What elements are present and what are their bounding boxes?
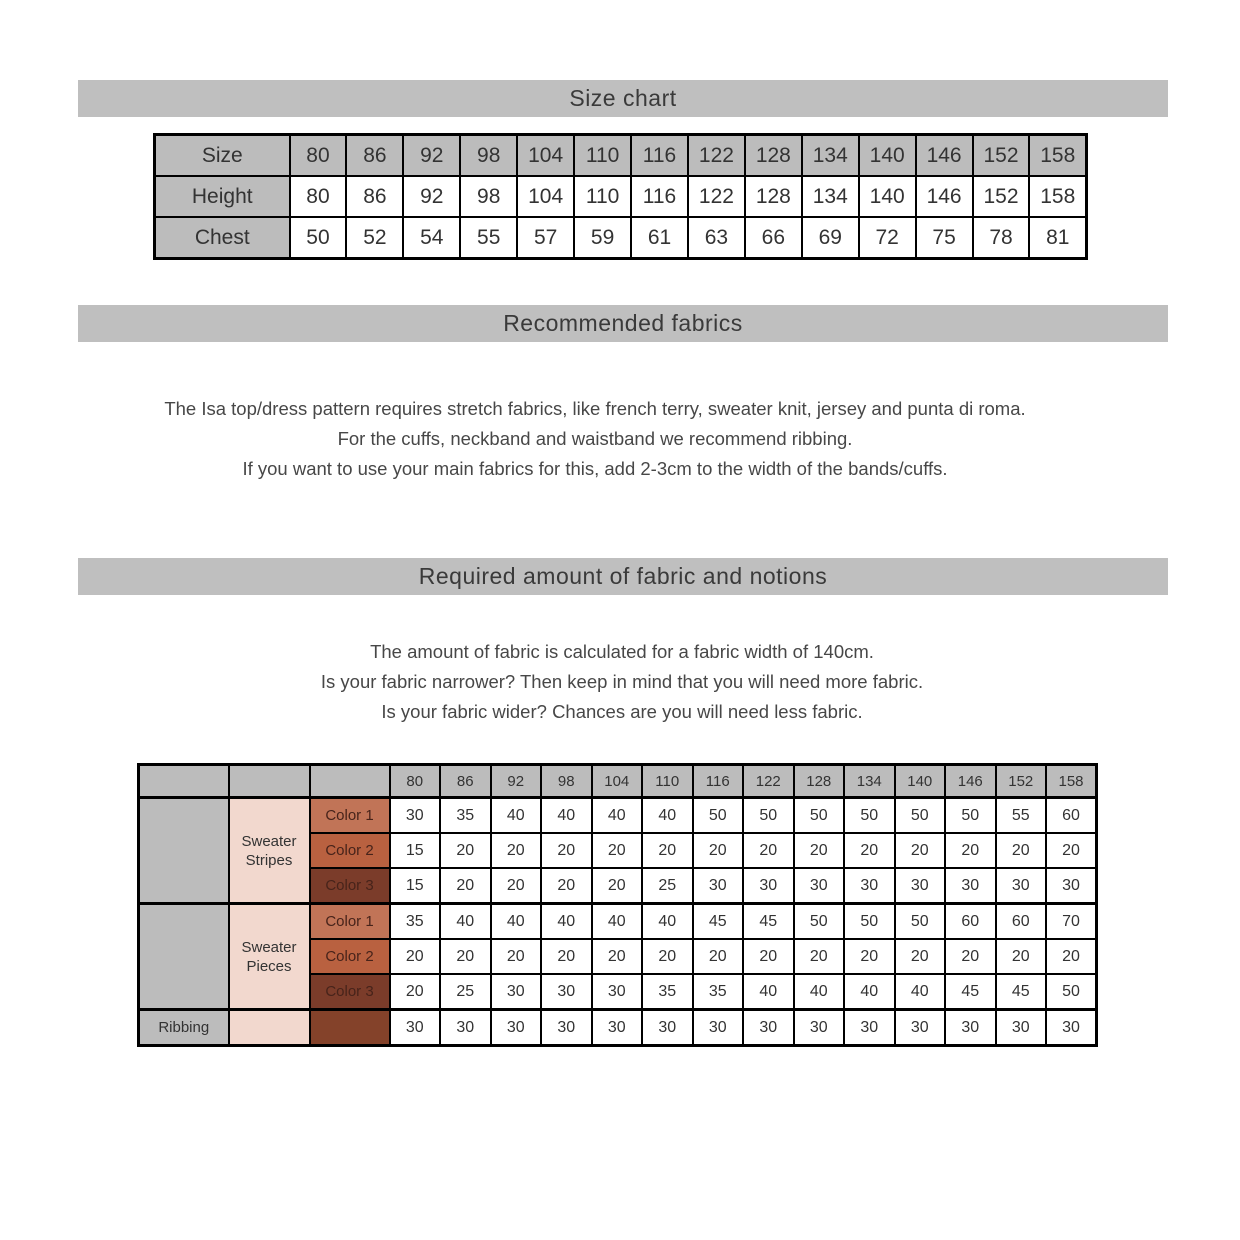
fabric-amount-cell: 40 (642, 904, 693, 940)
size-chart-value-cell: 66 (745, 217, 802, 259)
color-swatch-cell: Color 3 (310, 868, 390, 904)
section-header-required-fabric (78, 558, 1168, 595)
fabric-amount-cell: 40 (541, 904, 592, 940)
fabric-amount-cell: 30 (945, 1010, 996, 1046)
ribbing-group-cell (229, 1010, 310, 1046)
fabric-amount-cell: 30 (592, 1010, 643, 1046)
size-chart-value-cell: 104 (517, 176, 574, 217)
fabric-amount-cell: 30 (844, 868, 895, 904)
fabric-amount-cell: 50 (945, 798, 996, 834)
fabric-amount-cell: 20 (541, 939, 592, 974)
fabric-amount-cell: 20 (642, 939, 693, 974)
fabric-amount-cell: 30 (794, 868, 845, 904)
size-chart-header-row (155, 135, 1087, 177)
required-table-size-cell: 92 (491, 765, 542, 798)
size-chart-size-cell: 86 (346, 135, 403, 177)
fabric-amount-cell: 30 (642, 1010, 693, 1046)
size-chart-value-cell: 61 (631, 217, 688, 259)
fabric-amount-cell: 30 (541, 1010, 592, 1046)
size-chart-table-container (153, 133, 1088, 260)
required-table-size-cell: 152 (996, 765, 1047, 798)
fabric-amount-cell: 50 (1046, 974, 1097, 1010)
size-chart-value-cell: 78 (973, 217, 1030, 259)
size-chart-size-cell: 128 (745, 135, 802, 177)
fabric-amount-cell: 30 (592, 974, 643, 1010)
required-table-ribbing-row (139, 1010, 1097, 1046)
fabric-amount-cell: 20 (642, 833, 693, 868)
size-chart-header-label: Size (155, 135, 290, 177)
fabric-amount-cell: 20 (743, 939, 794, 974)
fabric-amount-cell: 20 (440, 833, 491, 868)
group-label-cell: Sweater Pieces (229, 904, 310, 1010)
category-cell (139, 904, 229, 1010)
required-table-size-cell: 122 (743, 765, 794, 798)
fabric-amount-cell: 20 (592, 833, 643, 868)
required-table-size-cell: 86 (440, 765, 491, 798)
fabric-amount-cell: 20 (794, 939, 845, 974)
size-chart-row (155, 176, 1087, 217)
fabrics-text-line: The Isa top/dress pattern requires stretch fabrics, like french terry, sweater knit, jersey and punta di roma. (164, 398, 1026, 419)
size-chart-value-cell: 75 (916, 217, 973, 259)
fabric-amount-cell: 35 (693, 974, 744, 1010)
size-chart-value-cell: 98 (460, 176, 517, 217)
fabric-amount-cell: 50 (794, 798, 845, 834)
fabric-amount-cell: 55 (996, 798, 1047, 834)
required-table-size-cell: 158 (1046, 765, 1097, 798)
required-table-header-row (139, 765, 1097, 798)
fabric-amount-cell: 40 (794, 974, 845, 1010)
fabric-amount-cell: 20 (996, 939, 1047, 974)
required-table-row (139, 904, 1097, 940)
fabric-amount-cell: 20 (440, 868, 491, 904)
size-chart-value-cell: 63 (688, 217, 745, 259)
fabric-amount-cell: 35 (390, 904, 441, 940)
size-chart-row-label: Chest (155, 217, 290, 259)
color-swatch-cell: Color 1 (310, 904, 390, 940)
required-table-size-cell: 98 (541, 765, 592, 798)
recommended-fabrics-title: Recommended fabrics (503, 310, 743, 336)
color-swatch-cell: Color 2 (310, 833, 390, 868)
size-chart-row-label: Height (155, 176, 290, 217)
fabric-amount-cell: 30 (895, 868, 946, 904)
fabric-amount-cell: 50 (895, 904, 946, 940)
size-chart-size-cell: 122 (688, 135, 745, 177)
size-chart-size-cell: 134 (802, 135, 859, 177)
size-chart-value-cell: 69 (802, 217, 859, 259)
size-chart-size-cell: 140 (859, 135, 916, 177)
fabric-amount-cell: 30 (693, 1010, 744, 1046)
fabric-amount-cell: 35 (440, 798, 491, 834)
fabric-amount-cell: 20 (844, 833, 895, 868)
required-table-row (139, 798, 1097, 834)
size-chart-value-cell: 57 (517, 217, 574, 259)
fabric-amount-cell: 50 (794, 904, 845, 940)
fabric-amount-cell: 40 (743, 974, 794, 1010)
fabric-amount-cell: 20 (693, 939, 744, 974)
size-chart-size-cell: 80 (290, 135, 347, 177)
fabric-amount-cell: 50 (844, 798, 895, 834)
fabric-amount-cell: 20 (1046, 939, 1097, 974)
fabric-amount-cell: 40 (541, 798, 592, 834)
fabric-amount-cell: 45 (996, 974, 1047, 1010)
size-chart-size-cell: 158 (1029, 135, 1086, 177)
required-table-size-cell: 128 (794, 765, 845, 798)
required-table-size-cell: 146 (945, 765, 996, 798)
ribbing-label-cell: Ribbing (139, 1010, 229, 1046)
fabric-amount-cell: 30 (440, 1010, 491, 1046)
fabric-amount-cell: 70 (1046, 904, 1097, 940)
required-fabric-table (137, 763, 1098, 1047)
fabric-amount-cell: 20 (390, 939, 441, 974)
size-chart-value-cell: 134 (802, 176, 859, 217)
size-chart-value-cell: 54 (403, 217, 460, 259)
fabric-amount-cell: 40 (491, 798, 542, 834)
fabric-amount-cell: 20 (945, 939, 996, 974)
fabric-amount-cell: 20 (390, 974, 441, 1010)
size-chart-size-cell: 104 (517, 135, 574, 177)
fabric-amount-cell: 40 (895, 974, 946, 1010)
fabric-amount-cell: 40 (592, 904, 643, 940)
fabric-amount-cell: 20 (895, 939, 946, 974)
size-chart-value-cell: 86 (346, 176, 403, 217)
size-chart-size-cell: 110 (574, 135, 631, 177)
fabric-amount-cell: 45 (693, 904, 744, 940)
fabric-amount-cell: 30 (743, 868, 794, 904)
fabric-amount-cell: 60 (996, 904, 1047, 940)
fabric-amount-cell: 30 (996, 1010, 1047, 1046)
size-chart-value-cell: 152 (973, 176, 1030, 217)
fabric-amount-cell: 50 (693, 798, 744, 834)
size-chart-value-cell: 72 (859, 217, 916, 259)
required-fabric-title: Required amount of fabric and notions (418, 563, 828, 589)
size-chart-value-cell: 146 (916, 176, 973, 217)
required-table-size-cell: 116 (693, 765, 744, 798)
size-chart-size-cell: 98 (460, 135, 517, 177)
fabric-amount-cell: 20 (794, 833, 845, 868)
fabric-amount-cell: 20 (491, 868, 542, 904)
size-chart-value-cell: 128 (745, 176, 802, 217)
fabric-amount-cell: 30 (895, 1010, 946, 1046)
required-text-line: The amount of fabric is calculated for a fabric width of 140cm. (370, 641, 874, 662)
size-chart-value-cell: 116 (631, 176, 688, 217)
fabric-amount-cell: 20 (743, 833, 794, 868)
ribbing-swatch-cell (310, 1010, 390, 1046)
size-chart-table (153, 133, 1088, 260)
required-table-size-cell: 110 (642, 765, 693, 798)
fabric-amount-cell: 30 (390, 1010, 441, 1046)
fabric-amount-cell: 15 (390, 868, 441, 904)
recommended-fabrics-text (0, 394, 1190, 484)
required-table-corner-cell (229, 765, 310, 798)
fabric-amount-cell: 60 (1046, 798, 1097, 834)
required-fabric-table-container (137, 763, 1098, 1047)
fabric-amount-cell: 30 (996, 868, 1047, 904)
section-header-size-chart (78, 80, 1168, 117)
fabric-amount-cell: 20 (592, 868, 643, 904)
required-table-size-cell: 140 (895, 765, 946, 798)
required-table-size-cell: 80 (390, 765, 441, 798)
required-table-corner-cell (310, 765, 390, 798)
required-table-corner-cell (139, 765, 229, 798)
fabric-amount-cell: 30 (1046, 868, 1097, 904)
required-text-line: Is your fabric narrower? Then keep in mind that you will need more fabric. (320, 671, 924, 692)
size-chart-size-cell: 146 (916, 135, 973, 177)
fabric-amount-cell: 35 (642, 974, 693, 1010)
size-chart-row (155, 217, 1087, 259)
fabric-amount-cell: 50 (743, 798, 794, 834)
size-chart-value-cell: 81 (1029, 217, 1086, 259)
fabric-amount-cell: 45 (945, 974, 996, 1010)
required-table-size-cell: 104 (592, 765, 643, 798)
fabric-amount-cell: 15 (390, 833, 441, 868)
fabric-amount-cell: 30 (1046, 1010, 1097, 1046)
size-chart-value-cell: 140 (859, 176, 916, 217)
fabric-amount-cell: 20 (1046, 833, 1097, 868)
fabric-amount-cell: 40 (844, 974, 895, 1010)
required-text-line: Is your fabric wider? Chances are you will need less fabric. (381, 701, 863, 722)
size-chart-value-cell: 50 (290, 217, 347, 259)
color-swatch-cell: Color 3 (310, 974, 390, 1010)
section-header-recommended-fabrics (78, 305, 1168, 342)
fabric-amount-cell: 20 (693, 833, 744, 868)
fabric-amount-cell: 30 (541, 974, 592, 1010)
size-chart-value-cell: 110 (574, 176, 631, 217)
fabric-amount-cell: 40 (592, 798, 643, 834)
size-chart-value-cell: 158 (1029, 176, 1086, 217)
fabric-amount-cell: 30 (491, 1010, 542, 1046)
fabric-amount-cell: 25 (440, 974, 491, 1010)
fabrics-text-line: If you want to use your main fabrics for this, add 2-3cm to the width of the bands/cuffs. (242, 458, 948, 479)
required-table-size-cell: 134 (844, 765, 895, 798)
fabric-amount-cell: 20 (945, 833, 996, 868)
size-chart-size-cell: 92 (403, 135, 460, 177)
fabric-amount-cell: 40 (440, 904, 491, 940)
fabric-amount-cell: 20 (844, 939, 895, 974)
fabric-amount-cell: 50 (895, 798, 946, 834)
fabric-amount-cell: 20 (996, 833, 1047, 868)
fabrics-text-line: For the cuffs, neckband and waistband we recommend ribbing. (337, 428, 853, 449)
fabric-amount-cell: 40 (642, 798, 693, 834)
fabric-amount-cell: 50 (844, 904, 895, 940)
fabric-amount-cell: 20 (895, 833, 946, 868)
fabric-amount-cell: 20 (592, 939, 643, 974)
fabric-amount-cell: 45 (743, 904, 794, 940)
size-chart-value-cell: 59 (574, 217, 631, 259)
size-chart-value-cell: 122 (688, 176, 745, 217)
fabric-amount-cell: 20 (541, 868, 592, 904)
fabric-amount-cell: 30 (844, 1010, 895, 1046)
category-cell (139, 798, 229, 904)
fabric-amount-cell: 30 (743, 1010, 794, 1046)
fabric-amount-cell: 60 (945, 904, 996, 940)
color-swatch-cell: Color 2 (310, 939, 390, 974)
fabric-amount-cell: 20 (491, 833, 542, 868)
fabric-amount-cell: 40 (491, 904, 542, 940)
fabric-amount-cell: 25 (642, 868, 693, 904)
group-label-cell: Sweater Stripes (229, 798, 310, 904)
fabric-amount-cell: 20 (491, 939, 542, 974)
size-chart-size-cell: 116 (631, 135, 688, 177)
required-fabric-text (0, 637, 1240, 727)
size-chart-value-cell: 52 (346, 217, 403, 259)
color-swatch-cell: Color 1 (310, 798, 390, 834)
size-chart-value-cell: 92 (403, 176, 460, 217)
fabric-amount-cell: 30 (491, 974, 542, 1010)
fabric-amount-cell: 20 (541, 833, 592, 868)
fabric-amount-cell: 30 (390, 798, 441, 834)
size-chart-size-cell: 152 (973, 135, 1030, 177)
fabric-amount-cell: 20 (440, 939, 491, 974)
size-chart-value-cell: 55 (460, 217, 517, 259)
size-chart-value-cell: 80 (290, 176, 347, 217)
fabric-amount-cell: 30 (794, 1010, 845, 1046)
size-chart-title: Size chart (569, 85, 677, 111)
fabric-amount-cell: 30 (693, 868, 744, 904)
fabric-amount-cell: 30 (945, 868, 996, 904)
